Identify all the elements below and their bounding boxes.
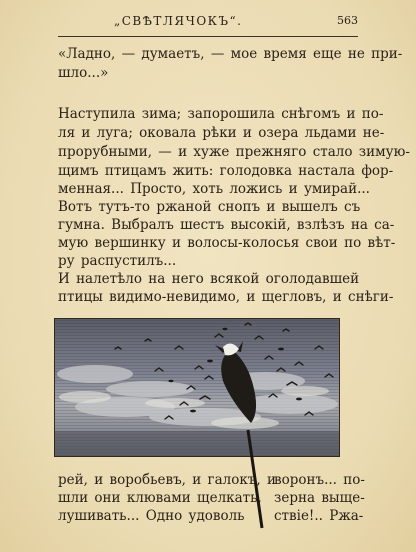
bottom-right-line-1: воронъ... по- (274, 472, 365, 488)
text-line-12: И налетѣло на него всякой оголодавшей (58, 271, 360, 287)
text-line-8: Вотъ тутъ-то ржаной снопъ и вышелъ съ (58, 199, 361, 215)
bottom-left-line-3: лушивать... Одно удоволь (58, 508, 245, 524)
bottom-right-line-3: ствіе!.. Ржа- (274, 508, 364, 524)
text-line-5: прорубными, — и хуже прежняго стало зимую- (58, 144, 410, 160)
page-number: 563 (337, 14, 358, 27)
page-header (58, 14, 358, 32)
text-line-2: шло...» (58, 65, 109, 81)
text-line-13: птицы видимо-невидимо, и щегловъ, и снѣги- (58, 289, 394, 305)
bottom-left-line-2: шли они клювами щелкать, (58, 490, 262, 506)
bottom-left-line-1: рей, и воробьевъ, и галокъ, и (58, 472, 276, 488)
text-line-3: Наступила зима; запорошила снѣгомъ и по- (58, 106, 384, 122)
text-line-10: мую вершинку и волосы-колосья свои по вѣт- (58, 235, 396, 251)
running-title: „СВѢТЛЯЧОКЪ“. (114, 14, 243, 28)
header-rule (58, 36, 358, 37)
text-line-9: гумна. Выбралъ шестъ высокій, взлѣзъ на са- (58, 217, 395, 233)
bottom-right-line-2: зерна выще- (274, 490, 365, 506)
sky-and-birds-picture (55, 319, 339, 456)
text-line-11: ру распустилъ... (58, 253, 177, 269)
illustration-engraving (54, 318, 340, 457)
text-line-6: щимъ птицамъ жить: голодовка настала фор- (58, 163, 394, 179)
text-line-7: менная... Просто, хоть ложись и умирай... (58, 181, 370, 197)
text-line-1: «Ладно, — думаетъ, — мое время еще не при- (58, 46, 403, 62)
text-line-4: ля и луга; оковала рѣки и озера льдами не- (58, 125, 385, 141)
